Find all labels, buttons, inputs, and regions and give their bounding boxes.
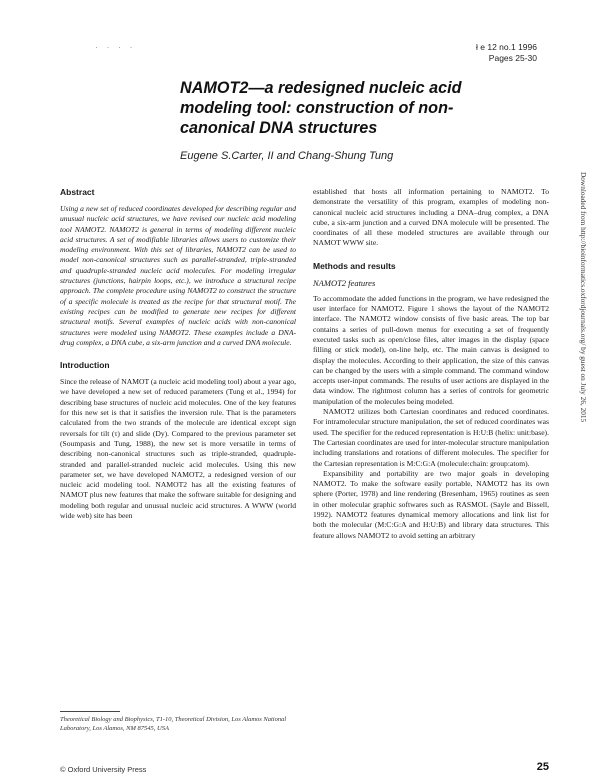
footnote-divider: [60, 711, 120, 712]
methods-paragraph-1: To accommodate the added functions in the program, we have redesigned the user interface for NAMOT2. Figure 1 shows the layout of the NAMOT2 interface. The NAMOT2 window consists of five basic areas. The top bar contains a series of pull-down menus for executing a set of frequently executed tasks such as open/close files, alter images in the display (space filling or stick model), on-line help, etc. The main canvas is designed to display the molecules. According to their application, the size of this canvas can be changed by the users with a simple command. The command window accepts user-input commands. The results of user actions are displayed in the data window. The rightmost column has a series of controls for geometric manipulation of the molecules being modeled.: [313, 293, 549, 406]
abstract-text: Using a new set of reduced coordinates developed for describing regular and unusual nucleic acid structures, we have revised our nucleic acid modeling tool NAMOT2. NAMOT2 is general in terms of modeling different nucleic acid structures. A set of modifiable libraries allows users to customize their modeling environment. With this set of libraries, NAMOT2 can be used to model non-canonical structures such as parallel-stranded, triple-stranded and quadruple-stranded nucleic acid molecules. For modeling irregular structures (junctions, hairpin loops, etc.), we introduce a structural recipe approach. The complete procedure using NAMOT2 to construct the structure of a specific molecule is treated as the recipe for that structural motif. The existing recipes can be modified to generate new recipes for different structural motifs. Several examples of nucleic acids with non-canonical structures were modeled using NAMOT2. These examples include a DNA-drug complex, a DNA cube, a six-arm junction and a curved DNA molecule.: [60, 204, 296, 347]
right-column: [313, 187, 549, 541]
features-subheading: NAMOT2 features: [313, 277, 376, 288]
abstract-section: [60, 187, 296, 348]
methods-paragraph-3: Expansibility and portability are two major goals in developing NAMOT2. To make the software easily portable, NAMOT2 has its own sphere (Porter, 1978) and line rendering (Bresenham, 1965) routines as seen in other molecular graphic softwares such as RASMOL (Sayle and Bissell, 1992). NAMOT2 features dynamical memory allocations and link list for both the molecular (M:C:G:A and H:U:B) and library data structures. This feature allows NAMOT2 to avoid setting an arbitrary: [313, 468, 549, 540]
methods-heading: Methods and results: [313, 260, 396, 271]
introduction-continued: established that hosts all information pertaining to NAMOT2. To demonstrate the versatility of this program, examples of modeling non-canonical nucleic acid structures including a DNA–drug complex, a DNA cube, a six-arm junction and a curved DNA molecule will be presented. The coordinates of all these modeled structures are available through our NAMOT WWW site.: [313, 187, 549, 248]
introduction-heading: Introduction: [60, 360, 110, 371]
download-watermark: [577, 172, 591, 602]
introduction-text: Since the release of NAMOT (a nucleic acid modeling tool) about a year ago, we have developed a new set of reduced parameters (Tung et al., 1994) for describing base structures of nucleic acid molecules. One of the key features for this new set is that it satisfies the inversion rule. That is the parameters calculated from the two strands of the molecule are identical except sign reversals for tilt (τ) and slide (Dy). Compared to the previous parameter set (Soumpasis and Tung, 1988), the new set is more versatile in terms of describing non-canonical structures such as triple-stranded, quadruple-stranded and parallel-stranded nucleic acid molecules. Using this new parameter set, we have developed NAMOT2, a redesigned version of our nucleic acid modeling tool. NAMOT2 has all the existing features of NAMOT plus new features that make the software suitable for designing and modeling both regular and unusual nucleic acid structures. A WWW (world wide web) site has been: [60, 377, 296, 521]
methods-paragraph-2: NAMOT2 utilizes both Cartesian coordinates and reduced coordinates. For intramolecular structure manipulation, the set of reduced coordinates was used. The specifier for the reduced representation is H:U:B (helix: unit:base). The Cartesian coordinates are used for inter-molecular structure manipulation including translations and rotations of different molecules. The specifier for the Cartesian representation is M:C:G:A (molecule:chain: group:atom).: [313, 407, 550, 468]
article-title: NAMOT2—a redesigned nucleic acid modeling tool: construction of non-canonical DNA structures: [180, 79, 462, 137]
download-watermark-text: Downloaded from http://bioinformatics.oxfordjournals.org/ by guest on July 26, 2015: [579, 172, 588, 423]
journal-info: [476, 42, 537, 64]
abstract-heading: Abstract: [60, 187, 95, 197]
copyright-notice: © Oxford University Press: [60, 765, 147, 774]
journal-pages: Pages 25-30: [488, 53, 537, 63]
introduction-section: [60, 360, 296, 521]
journal-logo: · · · ·: [95, 42, 136, 52]
affiliation-footnote: Theoretical Biology and Biophysics, T1-10, Theoretical Division, Los Alamos National Laboratory, Los Alamos, NM 87545, USA: [60, 716, 287, 732]
article-authors: Eugene S.Carter, II and Chang-Shung Tung: [180, 150, 394, 162]
page-number: 25: [536, 761, 549, 773]
left-column: [60, 187, 296, 531]
journal-volume: ł e 12 no.1 1996: [476, 42, 537, 52]
